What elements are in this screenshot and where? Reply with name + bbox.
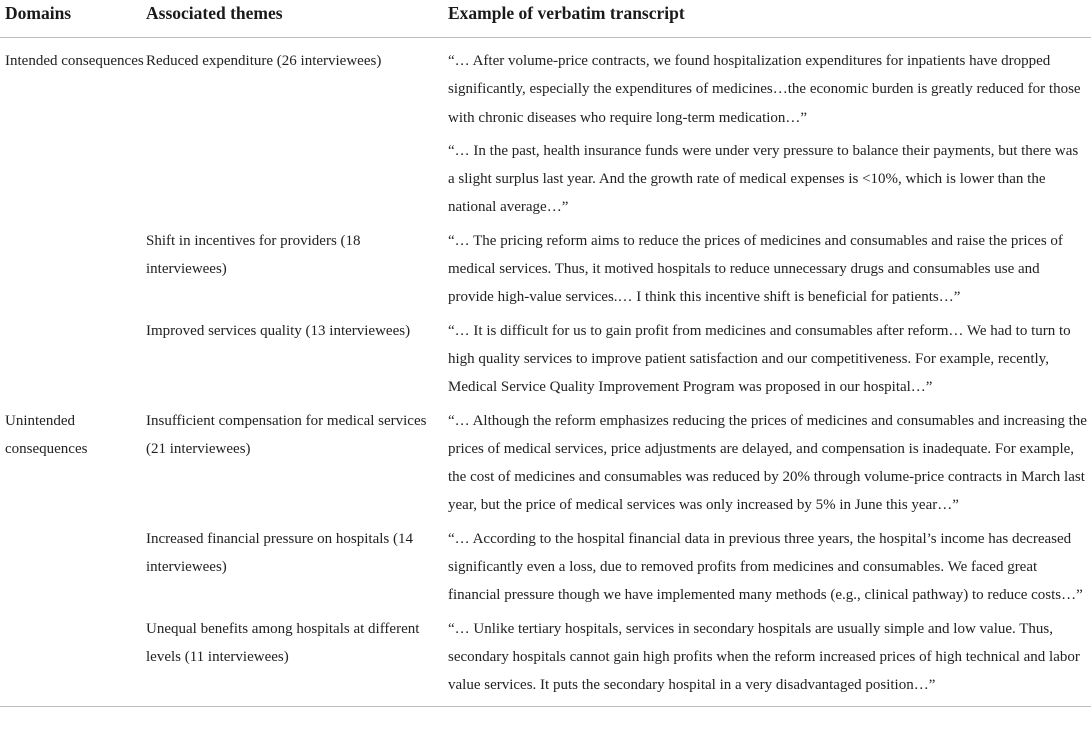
domain-cell: Intended consequences [5,53,144,69]
domain-cell [0,312,146,402]
quote-cell [448,610,1091,706]
domain-cell: Unintended consequences [5,412,88,457]
table-body [0,38,1091,707]
table-row [0,38,1091,222]
quote-text: “… Although the reform emphasizes reducing the prices of medicines and consumables and increasing the prices of medical services, price adjustments are delayed, and compensation is inadequate. For example, the cost of medicines and consumables was reduced by 20% through volume-price contracts in March last year, but the price of medical services was only increased by 5% in June this year…” [448,412,1087,514]
domain-cell [0,222,146,312]
table-row [0,312,1091,402]
table-row [0,520,1091,610]
theme-cell: Shift in incentives for providers (18 interviewees) [146,232,361,278]
table-row [0,402,1091,520]
quote-text: “… After volume-price contracts, we found hospitalization expenditures for inpatients have dropped significantly, especially the expenditures of medicines…the economic burden is greatly reduced for those with chronic diseases who require long-term medication…” [448,53,1081,126]
theme-cell: Increased financial pressure on hospitals (14 interviewees) [146,530,413,576]
quote-text: “… Unlike tertiary hospitals, services in secondary hospitals are usually simple and low value. Thus, secondary hospitals cannot gain high profits when the reform increased prices of high technical and labor value services. It puts the secondary hospital in a very disadvantaged position…” [448,620,1080,694]
domain-cell [0,610,146,706]
quote-cell [448,38,1091,222]
header-domains: Domains [5,3,72,23]
header-row [0,0,1091,38]
domain-cell [0,520,146,610]
quote-text: “… The pricing reform aims to reduce the prices of medicines and consumables and raise the prices of medical services. Thus, it motived hospitals to reduce unnecessary drugs and consumables use and provide high-value services.… I think this incentive shift is beneficial for patients…” [448,232,1063,306]
quote-cell [448,222,1091,312]
table-header [0,0,1091,38]
quote-cell [448,520,1091,610]
table-row [0,610,1091,706]
table-row [0,222,1091,312]
quote-cell [448,402,1091,520]
theme-cell: Reduced expenditure (26 interviewees) [146,53,382,69]
theme-cell: Improved services quality (13 interviewees) [146,322,411,339]
quote-cell [448,312,1091,402]
header-verbatim-transcript: Example of verbatim transcript [448,3,685,23]
quote-text: “… It is difficult for us to gain profit from medicines and consumables after reform… We had to turn to high quality services to improve patient satisfaction and our competitiveness. For example, recently, Medical Service Quality Improvement Program was proposed in our hospital…” [448,322,1071,396]
theme-cell: Insufficient compensation for medical services (21 interviewees) [146,412,427,457]
quote-text: “… According to the hospital financial data in previous three years, the hospital’s income has decreased significantly even a loss, due to removed profits from medicines and consumables. We faced great financial pressure though we have implemented many methods (e.g., clinical pathway) to reduce costs…” [448,530,1083,604]
header-associated-themes: Associated themes [146,3,283,23]
quote-text: “… In the past, health insurance funds were under very pressure to balance their payments, but there was a slight surplus last year. And the growth rate of medical expenses is <10%, which is lower than the national average…” [448,142,1079,216]
theme-cell: Unequal benefits among hospitals at different levels (11 interviewees) [146,620,420,665]
